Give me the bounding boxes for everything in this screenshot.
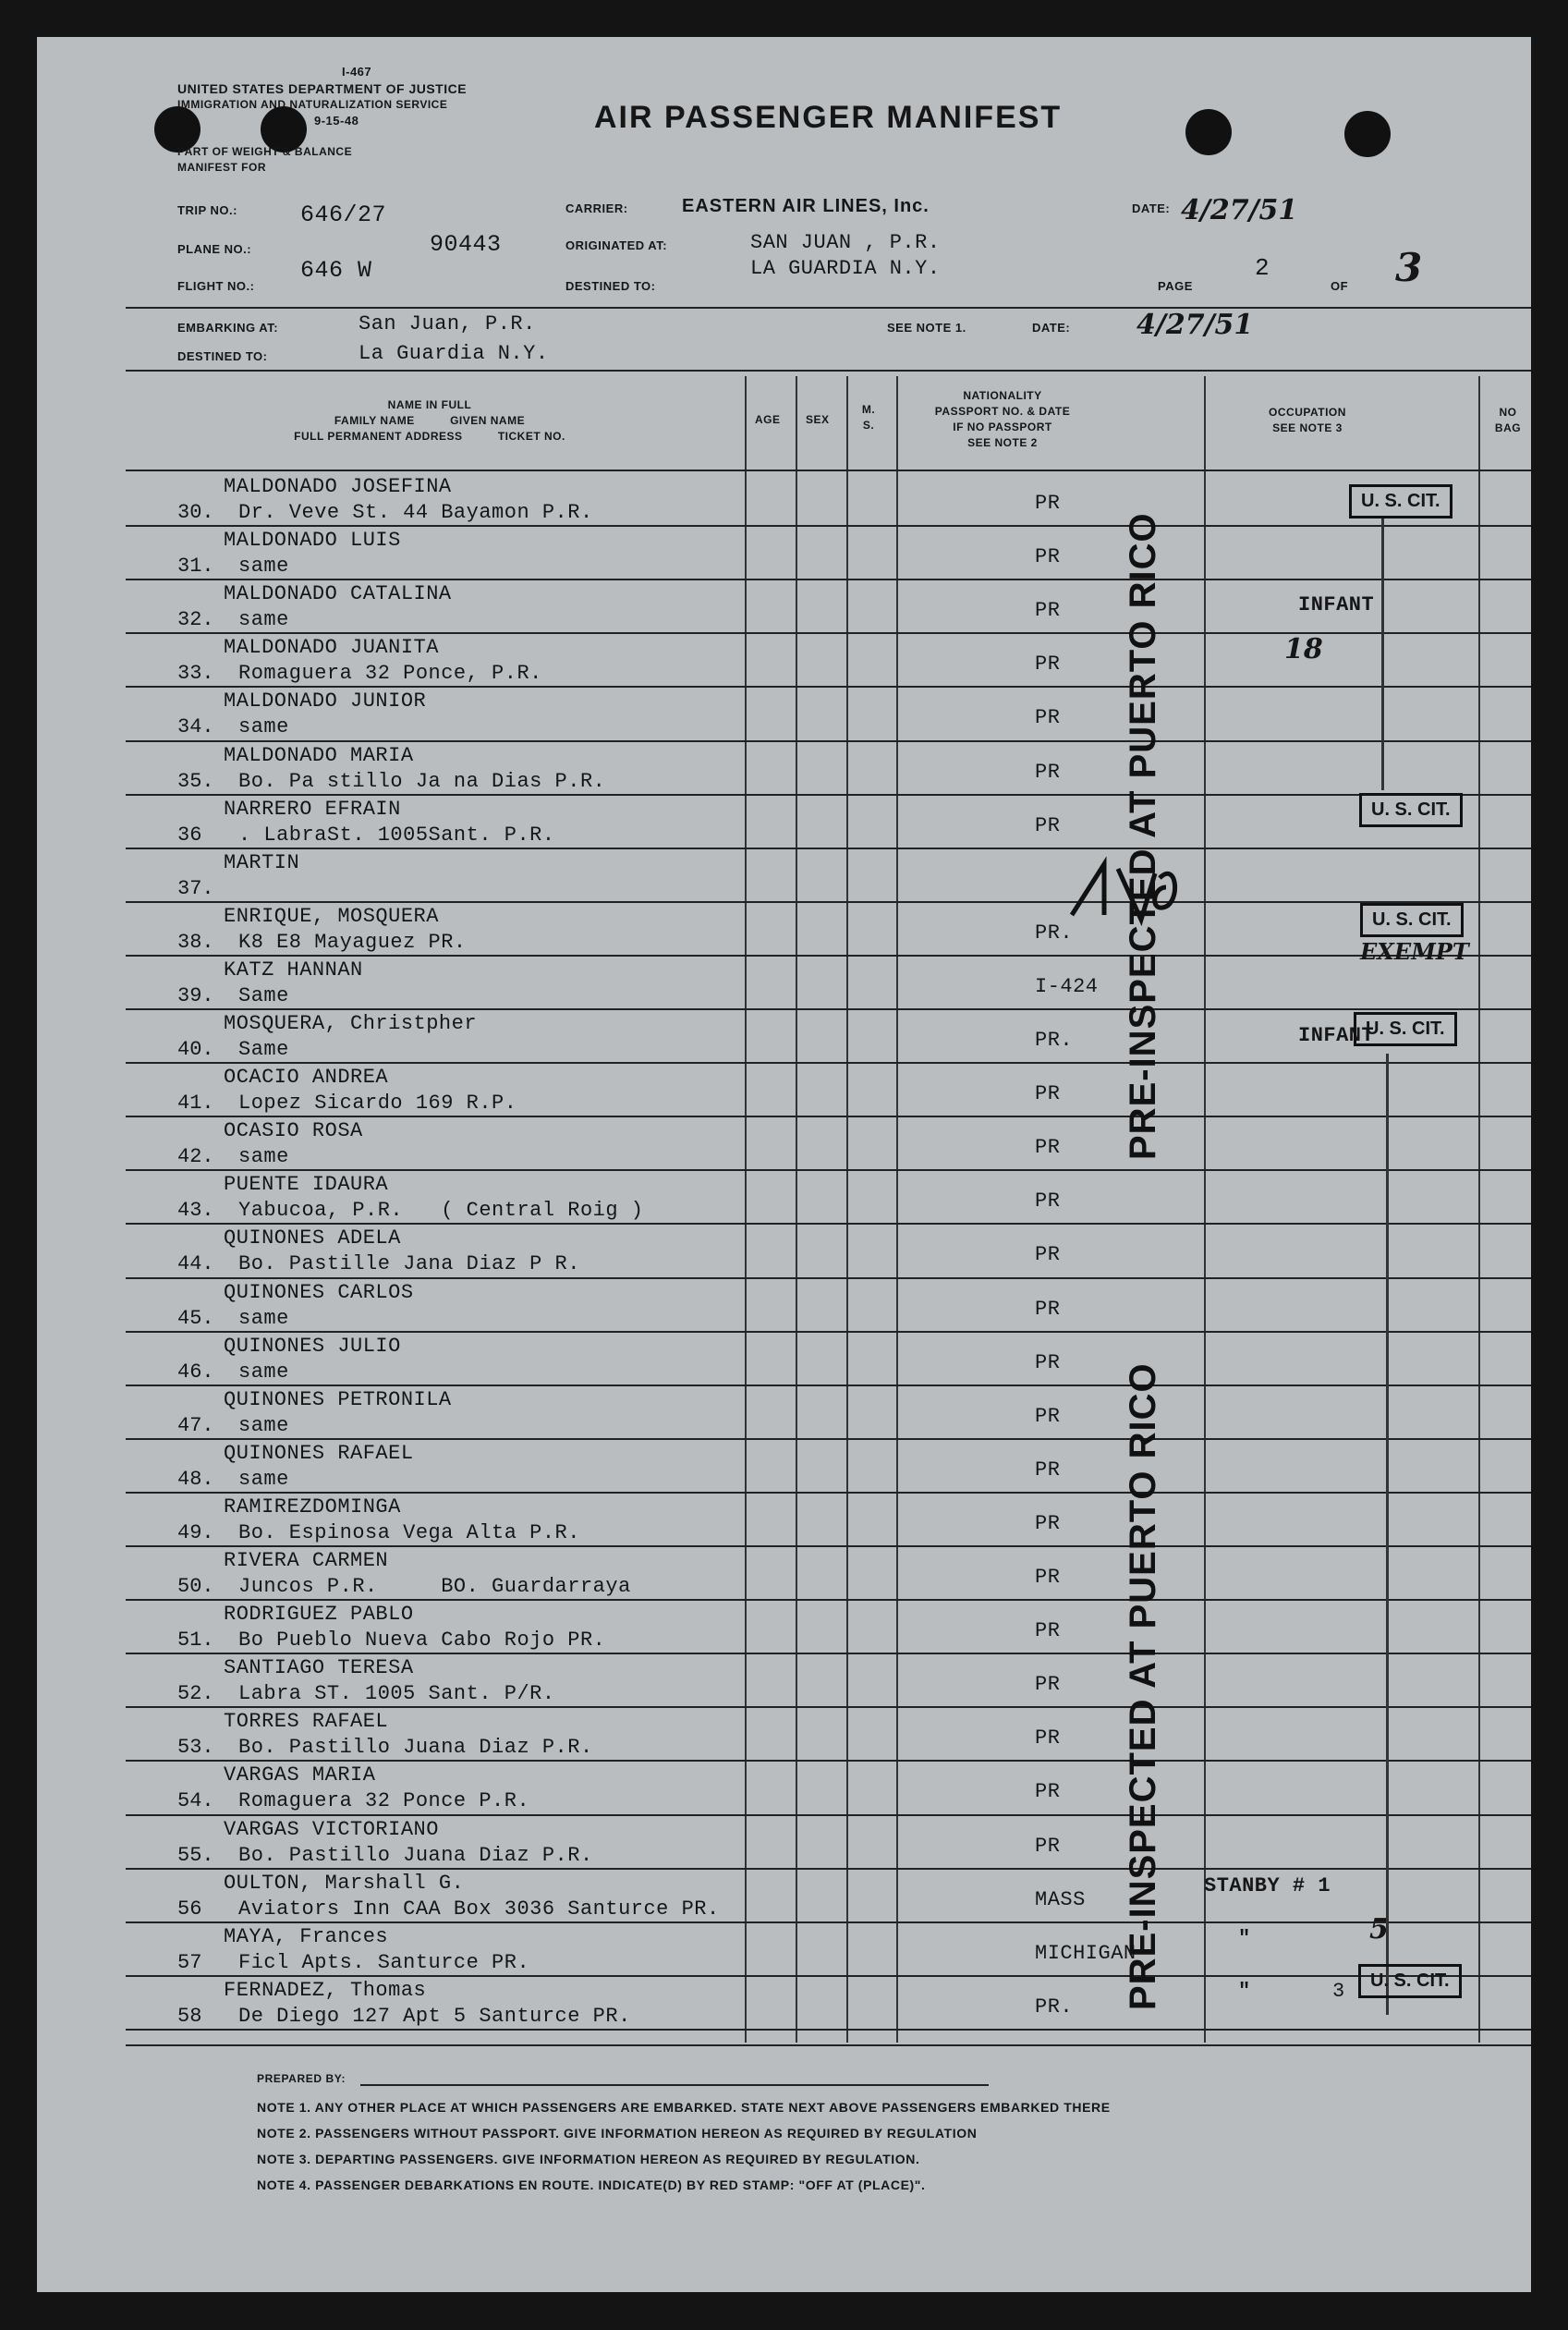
row-number: 51.	[177, 1629, 214, 1652]
passenger-name: SANTIAGO TERESA	[224, 1656, 414, 1679]
row-rule	[126, 1223, 1531, 1225]
passenger-nationality: PR	[1035, 1512, 1061, 1535]
manifest-title: AIR PASSENGER MANIFEST	[594, 100, 1063, 135]
passenger-nationality: PR	[1035, 706, 1061, 729]
passenger-nationality: PR.	[1035, 921, 1074, 945]
destined-label: DESTINED TO:	[565, 279, 656, 293]
passenger-name: VARGAS VICTORIANO	[224, 1818, 439, 1841]
row-number: 36	[177, 823, 202, 847]
row-number: 31.	[177, 555, 214, 578]
handwritten-age: 18	[1284, 633, 1323, 665]
row-rule	[126, 525, 1531, 527]
row-rule	[126, 848, 1531, 849]
passenger-nationality: PR	[1035, 1298, 1061, 1321]
plane-value: 646 W	[300, 257, 372, 284]
passenger-name: OULTON, Marshall G.	[224, 1872, 465, 1895]
row-rule	[126, 1760, 1531, 1762]
passenger-address: Romaguera 32 Ponce, P.R.	[238, 662, 542, 685]
col-ms-header: M. S.	[861, 403, 876, 432]
col-occupation-header: OCCUPATION SEE NOTE 3	[1269, 406, 1346, 434]
passenger-name: RAMIREZDOMINGA	[224, 1495, 401, 1519]
passenger-nationality: PR	[1035, 1243, 1061, 1266]
row-rule	[126, 1331, 1531, 1333]
carrier-value: EASTERN AIR LINES, Inc.	[682, 196, 930, 216]
row-rule	[126, 1975, 1531, 1977]
passenger-nationality: PR	[1035, 1566, 1061, 1589]
bracket-line	[1386, 1054, 1389, 2015]
passenger-address: Bo. Espinosa Vega Alta P.R.	[238, 1521, 580, 1544]
passenger-address: Same	[238, 984, 289, 1007]
row-number: 55.	[177, 1844, 214, 1867]
us-citizen-stamp: U. S. CIT.	[1354, 1012, 1457, 1046]
header-rule	[126, 307, 1531, 309]
of-label: OF	[1331, 279, 1349, 293]
col-sex-header: SEX	[806, 413, 830, 426]
destined-to-value: La Guardia N.Y.	[359, 342, 549, 365]
row-rule	[126, 1545, 1531, 1547]
row-rule	[126, 1062, 1531, 1064]
row-number: 54.	[177, 1789, 214, 1812]
date-2-label: DATE:	[1032, 321, 1071, 335]
destined-to-label: DESTINED TO:	[177, 349, 268, 363]
handwritten-mark: 5	[1369, 1913, 1389, 1946]
passenger-name: OCASIO ROSA	[224, 1119, 363, 1142]
row-rule	[126, 1277, 1531, 1279]
row-number: 50.	[177, 1575, 214, 1598]
embark-rule	[126, 370, 1531, 372]
passenger-address: Bo. Pastillo Juana Diaz P.R.	[238, 1736, 593, 1759]
us-citizen-stamp: U. S. CIT.	[1360, 903, 1464, 937]
passenger-name: QUINONES PETRONILA	[224, 1388, 452, 1411]
passenger-nationality: PR	[1035, 1458, 1061, 1482]
row-number: 42.	[177, 1145, 214, 1168]
row-number: 35.	[177, 770, 214, 793]
row-number: 45.	[177, 1307, 214, 1330]
passenger-nationality: PR	[1035, 1673, 1061, 1696]
row-number: 52.	[177, 1682, 214, 1705]
punch-hole	[1185, 109, 1232, 155]
passenger-name: FERNADEZ, Thomas	[224, 1979, 427, 2002]
passenger-nationality: PR	[1035, 761, 1061, 784]
passenger-name: QUINONES RAFAEL	[224, 1442, 414, 1465]
bracket-line	[1381, 516, 1384, 790]
row-rule	[126, 1438, 1531, 1440]
us-citizen-stamp: U. S. CIT.	[1349, 484, 1453, 518]
row-rule	[126, 1492, 1531, 1494]
passenger-name: MALDONADO CATALINA	[224, 582, 452, 605]
passenger-name: PUENTE IDAURA	[224, 1173, 389, 1196]
passenger-address: Dr. Veve St. 44 Bayamon P.R.	[238, 501, 593, 524]
passenger-name: NARRERO EFRAIN	[224, 798, 401, 821]
trip-label: TRIP NO.:	[177, 203, 237, 217]
row-rule	[126, 1385, 1531, 1386]
row-rule	[126, 1169, 1531, 1171]
passenger-address: Bo Pueblo Nueva Cabo Rojo PR.	[238, 1629, 606, 1652]
passenger-nationality: PR	[1035, 492, 1061, 515]
col-name-header: NAME IN FULL FAMILY NAME GIVEN NAME FULL PERMANENT ADDRESS TICKET NO.	[294, 398, 565, 443]
passenger-address: Romaguera 32 Ponce P.R.	[238, 1789, 530, 1812]
row-rule	[126, 579, 1531, 580]
passenger-nationality: PR	[1035, 1619, 1061, 1642]
passenger-address: same	[238, 608, 289, 631]
passenger-name: RIVERA CARMEN	[224, 1549, 389, 1572]
passenger-nationality: PR	[1035, 1726, 1061, 1750]
passenger-address: same	[238, 1307, 289, 1330]
passenger-address: same	[238, 1468, 289, 1491]
row-number: 40.	[177, 1038, 214, 1061]
date-value: 4/27/51	[1181, 194, 1298, 226]
passenger-nationality: PR.	[1035, 1995, 1074, 2019]
passenger-address: Ficl Apts. Santurce PR.	[238, 1951, 530, 1974]
prepared-by-line	[360, 2084, 989, 2086]
col-divider	[745, 376, 747, 2043]
passenger-name: MALDONADO JUANITA	[224, 636, 439, 659]
page-label: PAGE	[1158, 279, 1193, 293]
passenger-name: MALDONADO LUIS	[224, 529, 401, 552]
row-number: 33.	[177, 662, 214, 685]
row-rule	[126, 1116, 1531, 1117]
col-nationality-header: NATIONALITY PASSPORT NO. & DATE IF NO PASSPORT SEE NOTE 2	[934, 389, 1071, 449]
passenger-address: same	[238, 1360, 289, 1384]
col-age-header: AGE	[755, 413, 781, 426]
row-number: 37.	[177, 877, 214, 900]
row-rule	[126, 955, 1531, 957]
footnote-4: NOTE 4. PASSENGER DEBARKATIONS EN ROUTE. INDICATE(D) BY RED STAMP: "OFF AT (PLACE)".	[257, 2178, 926, 2192]
passenger-nationality: PR	[1035, 1780, 1061, 1803]
row-number: 53.	[177, 1736, 214, 1759]
passenger-address: same	[238, 1145, 289, 1168]
passenger-name: ENRIQUE, MOSQUERA	[224, 905, 439, 928]
us-citizen-stamp: U. S. CIT.	[1359, 793, 1463, 827]
passenger-nationality: I-424	[1035, 975, 1099, 998]
col-bag-header: NO BAG	[1494, 406, 1522, 434]
see-note-label: SEE NOTE 1.	[887, 321, 966, 335]
carrier-label: CARRIER:	[565, 201, 628, 215]
passenger-address: Juncos P.R. BO. Guardarraya	[238, 1575, 631, 1598]
row-rule	[126, 1008, 1531, 1010]
row-rule	[126, 1868, 1531, 1870]
passenger-name: MALDONADO JOSEFINA	[224, 475, 452, 498]
row-rule	[126, 1814, 1531, 1816]
col-divider	[846, 376, 848, 2043]
department-name: UNITED STATES DEPARTMENT OF JUSTICE	[177, 81, 468, 96]
row-rule	[126, 794, 1531, 796]
row-number: 39.	[177, 984, 214, 1007]
passenger-nationality: PR	[1035, 1189, 1061, 1213]
prepared-by-label: PREPARED BY:	[257, 2072, 346, 2085]
row-number: 57	[177, 1951, 202, 1974]
handwritten-scribble	[1063, 850, 1183, 933]
preinspected-stamp: PRE-INSPECTED AT PUERTO RICO	[1123, 1362, 1163, 2010]
passenger-name: QUINONES ADELA	[224, 1226, 401, 1250]
row-number: 49.	[177, 1521, 214, 1544]
occupation-infant: INFANT	[1298, 593, 1375, 616]
manifest-sheet	[37, 37, 1531, 2292]
passenger-address: Bo. Pastille Jana Diaz P R.	[238, 1252, 580, 1275]
embarking-label: EMBARKING AT:	[177, 321, 279, 335]
passenger-address: Lopez Sicardo 169 R.P.	[238, 1092, 517, 1115]
plane-number-extra: 90443	[430, 231, 502, 258]
passenger-address: De Diego 127 Apt 5 Santurce PR.	[238, 2005, 631, 2028]
occupation-standby: STANBY # 1	[1204, 1874, 1331, 1897]
row-rule	[126, 1653, 1531, 1654]
passenger-name: MAYA, Frances	[224, 1925, 389, 1948]
row-number: 44.	[177, 1252, 214, 1275]
footnote-1: NOTE 1. ANY OTHER PLACE AT WHICH PASSENGERS ARE EMBARKED. STATE NEXT ABOVE PASSENGERS EMBARKED THERE	[257, 2100, 1111, 2115]
passenger-name: MALDONADO MARIA	[224, 744, 414, 767]
row-number: 41.	[177, 1092, 214, 1115]
part-of-line-1: PART OF WEIGHT & BALANCE	[177, 145, 353, 158]
row-number: 46.	[177, 1360, 214, 1384]
column-header-rule	[126, 470, 1531, 471]
part-of-line-2: MANIFEST FOR	[177, 161, 266, 174]
passenger-address: K8 E8 Mayaguez PR.	[238, 931, 467, 954]
preinspected-stamp: PRE-INSPECTED AT PUERTO RICO	[1123, 512, 1163, 1160]
punch-hole	[1344, 111, 1391, 157]
passenger-address: Bo. Pa stillo Ja na Dias P.R.	[238, 770, 606, 793]
passenger-address: Bo. Pastillo Juana Diaz P.R.	[238, 1844, 593, 1867]
passenger-name: VARGAS MARIA	[224, 1763, 376, 1787]
row-rule	[126, 901, 1531, 903]
row-number: 47.	[177, 1414, 214, 1437]
passenger-nationality: PR	[1035, 545, 1061, 568]
date-label: DATE:	[1132, 201, 1171, 215]
passenger-nationality: PR	[1035, 1082, 1061, 1105]
passenger-name: KATZ HANNAN	[224, 958, 363, 982]
passenger-address: same	[238, 715, 289, 738]
passenger-address: Aviators Inn CAA Box 3036 Santurce PR.	[238, 1897, 720, 1921]
col-divider	[796, 376, 797, 2043]
passenger-name: MOSQUERA, Christpher	[224, 1012, 478, 1035]
originated-label: ORIGINATED AT:	[565, 238, 668, 252]
flight-label: FLIGHT NO.:	[177, 279, 255, 293]
trip-value: 646/27	[300, 201, 387, 228]
date-2-value: 4/27/51	[1136, 309, 1254, 341]
row-number: 32.	[177, 608, 214, 631]
row-number: 34.	[177, 715, 214, 738]
passenger-nationality: PR	[1035, 1136, 1061, 1159]
row-number: 48.	[177, 1468, 214, 1491]
page-value: 2	[1255, 254, 1270, 282]
passenger-name: MALDONADO JUNIOR	[224, 689, 427, 713]
service-name: IMMIGRATION AND NATURALIZATION SERVICE	[177, 98, 448, 111]
passenger-address: Labra ST. 1005 Sant. P/R.	[238, 1682, 555, 1705]
passenger-name: OCACIO ANDREA	[224, 1066, 389, 1089]
embarking-value: San Juan, P.R.	[359, 312, 536, 335]
col-divider	[1478, 376, 1480, 2043]
passenger-name: RODRIGUEZ PABLO	[224, 1603, 414, 1626]
passenger-nationality: PR	[1035, 814, 1061, 837]
row-number: 38.	[177, 931, 214, 954]
passenger-address: . LabraSt. 1005Sant. P.R.	[238, 823, 555, 847]
passenger-nationality: PR	[1035, 1405, 1061, 1428]
passenger-nationality: MICHIGAN	[1035, 1942, 1136, 1965]
us-citizen-stamp: U. S. CIT.	[1358, 1964, 1462, 1998]
originated-value: SAN JUAN , P.R.	[750, 231, 941, 254]
row-number: 56	[177, 1897, 202, 1921]
passenger-address: Same	[238, 1038, 289, 1061]
passenger-name: TORRES RAFAEL	[224, 1710, 389, 1733]
exempt-mark: EXEMPT	[1360, 938, 1469, 965]
row-number: 30.	[177, 501, 214, 524]
passenger-nationality: PR	[1035, 1351, 1061, 1374]
form-date: 9-15-48	[314, 114, 359, 128]
passenger-address: same	[238, 555, 289, 578]
of-value: 3	[1395, 245, 1423, 290]
handwritten-mark: 3	[1332, 1980, 1345, 2003]
table-bottom-rule	[126, 2044, 1531, 2046]
footnote-2: NOTE 2. PASSENGERS WITHOUT PASSPORT. GIVE INFORMATION HEREON AS REQUIRED BY REGULATION	[257, 2126, 978, 2141]
passenger-nationality: PR	[1035, 653, 1061, 676]
passenger-name: MARTIN	[224, 851, 300, 874]
passenger-name: QUINONES CARLOS	[224, 1281, 414, 1304]
passenger-nationality: PR.	[1035, 1029, 1074, 1052]
row-rule	[126, 2029, 1531, 2031]
passenger-address: same	[238, 1414, 289, 1437]
col-divider	[896, 376, 898, 2043]
plane-label: PLANE NO.:	[177, 242, 252, 256]
destined-value: LA GUARDIA N.Y.	[750, 257, 941, 280]
row-number: 43.	[177, 1199, 214, 1222]
footnote-3: NOTE 3. DEPARTING PASSENGERS. GIVE INFORMATION HEREON AS REQUIRED BY REGULATION.	[257, 2152, 920, 2166]
row-rule	[126, 740, 1531, 742]
occupation-infant-2: INFANT	[1298, 1024, 1375, 1047]
passenger-nationality: MASS	[1035, 1888, 1086, 1911]
row-rule	[126, 1921, 1531, 1923]
form-number: I-467	[342, 65, 372, 79]
row-rule	[126, 1599, 1531, 1601]
passenger-name: QUINONES JULIO	[224, 1335, 401, 1358]
passenger-nationality: PR	[1035, 1835, 1061, 1858]
ditto-mark: "	[1238, 1980, 1251, 2003]
col-divider	[1204, 376, 1206, 2043]
row-rule	[126, 1706, 1531, 1708]
row-number: 58	[177, 2005, 202, 2028]
row-rule	[126, 686, 1531, 688]
ditto-mark: "	[1238, 1927, 1251, 1950]
passenger-nationality: PR	[1035, 599, 1061, 622]
passenger-address: Yabucoa, P.R. ( Central Roig )	[238, 1199, 644, 1222]
